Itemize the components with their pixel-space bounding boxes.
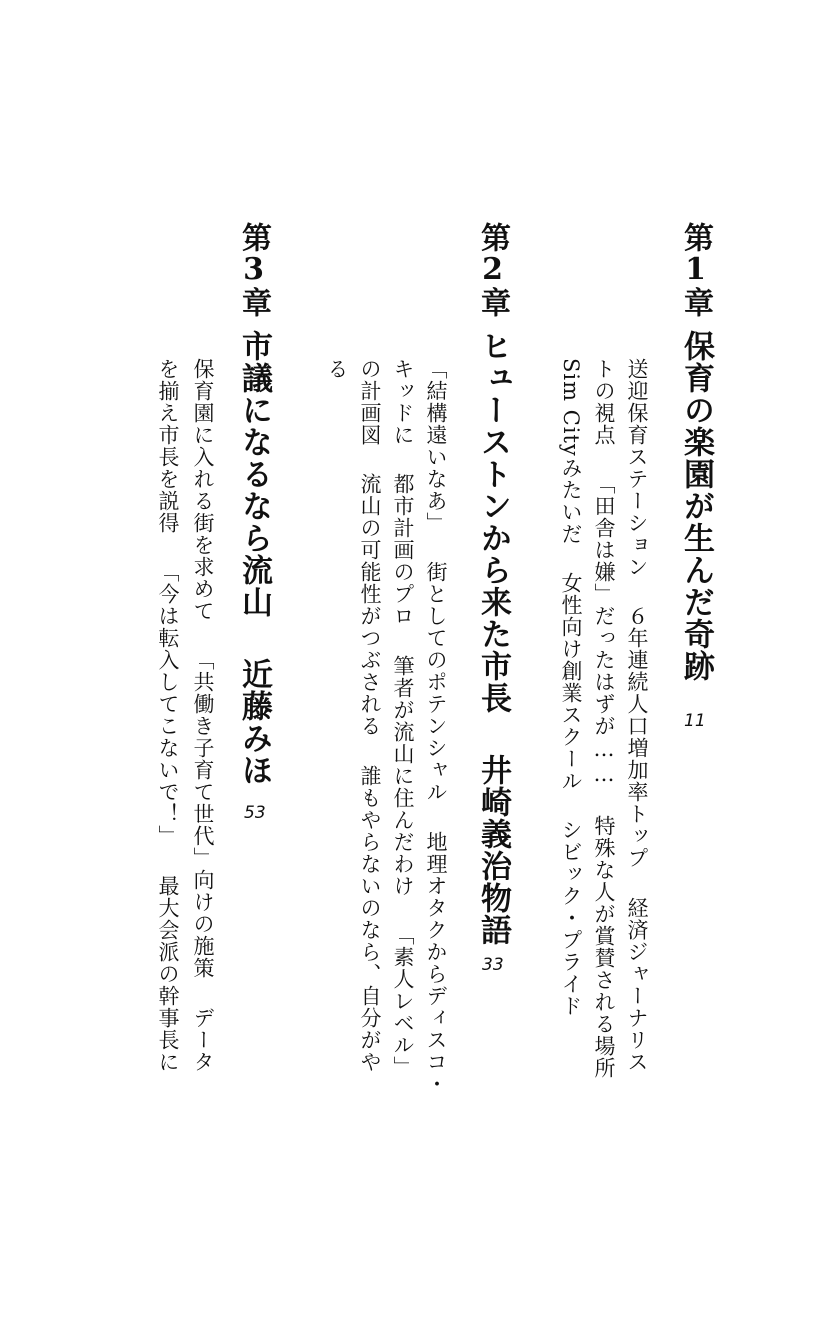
chapter-3-item: を揃え市長を説得 [156,358,180,534]
chapter-3-item: 「今は転入してこないで！」 [156,561,180,848]
chapter-1-item: 経済ジャーナリス [625,896,649,1073]
chapter-2-item: る [325,358,349,380]
chapter-2-item: 誰もやらないのなら、自分がや [358,764,382,1073]
chapter-1-line-2 [593,358,614,1079]
chapter-2-line-1 [425,358,446,1095]
chapter-1-item: Sim Cityみたいだ [559,358,583,545]
chapter-2-item: 「素人レベル」 [391,923,415,1078]
chapter-2-item: 「結構遠いなあ」 [424,358,448,534]
chapter-1-label: 第1章 [678,222,713,317]
chapter-3-item: 保育園に入れる街を求めて [191,358,215,622]
chapter-2-title [475,330,511,947]
chapter-3-author: 近藤みほ [236,658,272,787]
chapter-1-page-number: 11 [684,711,706,731]
chapter-1-item: 女性向け創業スクール [559,572,583,793]
chapter-1-item: トの視点 [592,358,616,446]
chapter-1-item: シビック・プライド [559,819,583,1018]
chapter-1-title: 保育の楽園が生んだ奇跡 [678,330,714,682]
chapter-1-item: 送迎保育ステーション [625,358,649,578]
chapter-3-label: 第3章 [236,222,271,317]
chapter-1-line-1 [626,358,647,1073]
chapter-2-author: 井崎義治物語 [475,754,511,947]
chapter-2-item: 地理オタクからディスコ・ [424,830,448,1095]
chapter-3-line-1 [192,358,213,1073]
chapter-2-title-text: ヒューストンから来た市長 [475,330,511,714]
chapter-3-title-text: 市議になるなら流山 [236,330,272,618]
chapter-2-item: の計画図 [358,358,382,446]
chapter-2-item: 流山の可能性がつぶされる [358,473,382,738]
chapter-2-label: 第2章 [475,222,510,317]
chapter-3-line-2 [157,358,178,1073]
chapter-2-item: 都市計画のプロ [391,473,415,628]
chapter-2-line-4 [326,358,347,380]
chapter-3-page-number: 53 [244,803,266,823]
chapter-2-item: 筆者が流山に住んだわけ [391,654,415,897]
chapter-1-line-3 [560,358,581,1017]
chapter-3-item: 「共働き子育て世代」向けの施策 [191,649,215,980]
chapter-3-item: データ [191,1006,215,1073]
chapter-2-item: キッドに [391,358,415,446]
chapter-2-line-3 [359,358,380,1073]
chapter-1-item: 「田舎は嫌」だったはずが…… [592,473,616,788]
chapter-2-line-2 [392,358,413,1078]
chapter-3-item: 最大会派の幹事長に [156,874,180,1073]
chapter-2-item: 街としてのポテンシャル [424,561,448,804]
chapter-1-item: ６年連続人口増加率トップ [625,605,649,870]
chapter-3-title [236,330,272,787]
chapter-2-page-number: 33 [482,955,504,975]
chapter-1-item: 特殊な人が賞賛される場所 [592,814,616,1079]
